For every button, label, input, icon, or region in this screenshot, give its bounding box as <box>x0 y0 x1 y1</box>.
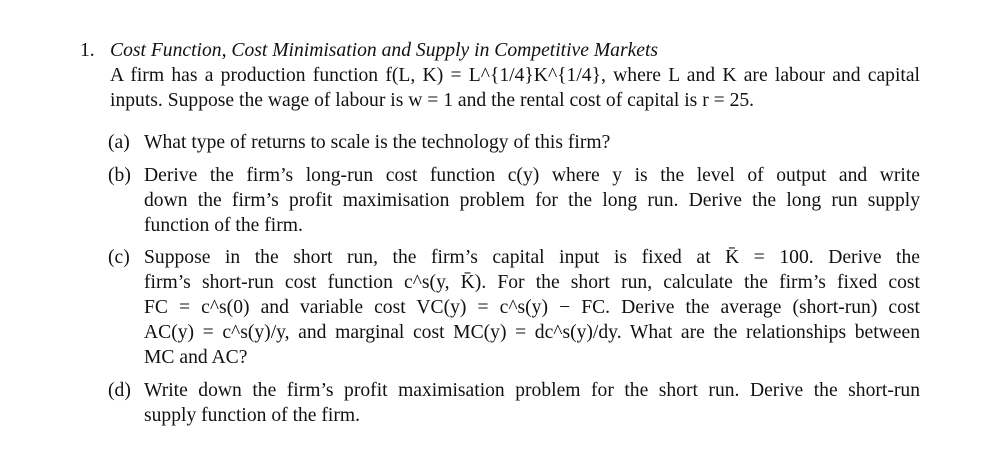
part-text <box>144 130 920 155</box>
question-intro <box>110 63 920 113</box>
part-line: AC(y) = c^s(y)/y, and marginal cost MC(y) = dc^s(y)/dy. What are the relationships between <box>144 322 920 343</box>
part-line: function of the firm. <box>144 215 303 236</box>
part-line: firm’s short-run cost function c^s(y, K̄). For the short run, calculate the firm’s fixed cost <box>144 272 920 293</box>
part-text <box>144 245 920 370</box>
part-label: (b) <box>108 165 131 186</box>
part-line: Derive the firm’s long-run cost function c(y) where y is the level of output and write <box>144 165 920 186</box>
part-line: down the firm’s profit maximisation problem for the long run. Derive the long run supply <box>144 190 920 211</box>
question-title: Cost Function, Cost Minimisation and Supply in Competitive Markets <box>110 40 659 61</box>
part-line: supply function of the firm. <box>144 405 361 426</box>
part-label: (d) <box>108 380 131 401</box>
part-line: Suppose in the short run, the firm’s capital input is fixed at K̄ = 100. Derive the <box>144 247 920 268</box>
part-line: Write down the firm’s profit maximisation problem for the short run. Derive the short-run <box>144 380 920 401</box>
intro-line: inputs. Suppose the wage of labour is w = 1 and the rental cost of capital is r = 25. <box>110 90 755 111</box>
part-line: FC = c^s(0) and variable cost VC(y) = c^s(y) − FC. Derive the average (short-run) cost <box>144 297 920 318</box>
part-label: (a) <box>108 132 130 153</box>
intro-line: A firm has a production function f(L, K) = L^{1/4}K^{1/4}, where L and K are labour and capital <box>110 65 920 86</box>
question-number: 1. <box>80 40 95 61</box>
part-label: (c) <box>108 247 130 268</box>
part-line: MC and AC? <box>144 347 248 368</box>
part-text <box>144 378 920 428</box>
part-text <box>144 163 920 238</box>
part-line: What type of returns to scale is the technology of this firm? <box>144 132 611 153</box>
